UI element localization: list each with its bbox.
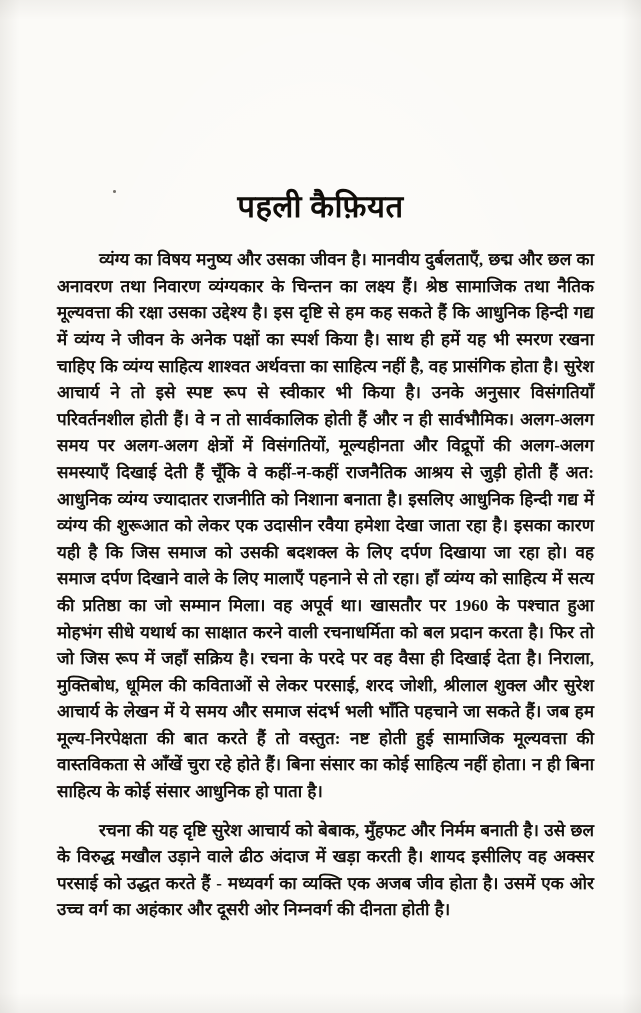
body-paragraph: रचना की यह दृष्टि सुरेश आचार्य को बेबाक, मुँहफट और निर्मम बनाती है। उसे छल के विरुद्ध मखौल उड़ाने वाले ढीठ अंदाज में खड़ा करती है। शायद इसीलिए वह अक्सर परसाई को उद्धत करते हैं - मध्यवर्ग का व्यक्ति एक अजब जीव होता है। उसमें एक ओर उच्च वर्ग का अहंकार और दूसरी ओर निम्नवर्ग की दीनता होती है। (57, 820, 594, 920)
body-text-block (0, 225, 641, 924)
body-paragraph: व्यंग्य का विषय मनुष्य और उसका जीवन है। मानवीय दुर्बलताएँ, छद्म और छल का अनावरण तथा निवारण व्यंग्यकार के चिन्तन का लक्ष्य हैं। श्रेष्ठ सामाजिक तथा नैतिक मूल्यवत्ता की रक्षा उसका उद्देश्य है। इस दृष्टि से हम कह सकते हैं कि आधुनिक हिन्दी गद्य में व्यंग्य ने जीवन के अनेक पक्षों का स्पर्श किया है। साथ ही हमें यह भी स्मरण रखना चाहिए कि व्यंग्य साहित्य शाश्वत अर्थवत्ता का साहित्य नहीं है, वह प्रासंगिक होता है। सुरेश आचार्य ने तो इसे स्पष्ट रूप से स्वीकार भी किया है। उनके अनुसार विसंगतियाँ परिवर्तनशील होती हैं। वे न तो सार्वकालिक होती हैं और न ही सार्वभौमिक। अलग-अलग समय पर अलग-अलग क्षेत्रों में विसंगतियों, मूल्यहीनता और विद्रूपों की अलग-अलग समस्याएँ दिखाई देती हैं चूँकि वे कहीं-न-कहीं राजनैतिक आश्रय से जुड़ी होती हैं अत: आधुनिक व्यंग्य ज्यादातर राजनीति को निशाना बनाता है। इसलिए आधुनिक हिन्दी गद्य में व्यंग्य की शुरूआत को लेकर एक उदासीन रवैया हमेशा देखा जाता रहा है। इसका कारण यही है कि जिस समाज को उसकी बदशक्ल के लिए दर्पण दिखाया जा रहा हो। वह समाज दर्पण दिखाने वाले के लिए मालाएँ पहनाने से तो रहा। हाँ व्यंग्य को साहित्य में सत्य की प्रतिष्ठा का जो सम्मान मिला। वह अपूर्व था। खासतौर पर 1960 के पश्चात हुआ मोहभंग सीधे यथार्थ का साक्षात करने वाली रचनाधर्मिता को बल प्रदान करता है। फिर तो जो जिस रूप में जहाँ सक्रिय है। रचना के परदे पर वह वैसा ही दिखाई देता है। निराला, मुक्तिबोध, धूमिल की कविताओं से लेकर परसाई, शरद जोशी, श्रीलाल शुक्ल और सुरेश आचार्य के लेखन में ये समय और समाज संदर्भ भली भाँति पहचाने जा सकते हैं। जब हम मूल्य-निरपेक्षता की बात करते हैं तो वस्तुत: नष्ट होती हुई सामाजिक मूल्यवत्ता की वास्तविकता से आँखें चुरा रहे होते हैं। बिना संसार का कोई साहित्य नहीं होता। न ही बिना साहित्य के कोई संसार आधुनिक हो पाता है। (57, 250, 594, 802)
page-title: पहली कैफ़ियत (237, 189, 404, 224)
scan-speck (113, 190, 116, 193)
